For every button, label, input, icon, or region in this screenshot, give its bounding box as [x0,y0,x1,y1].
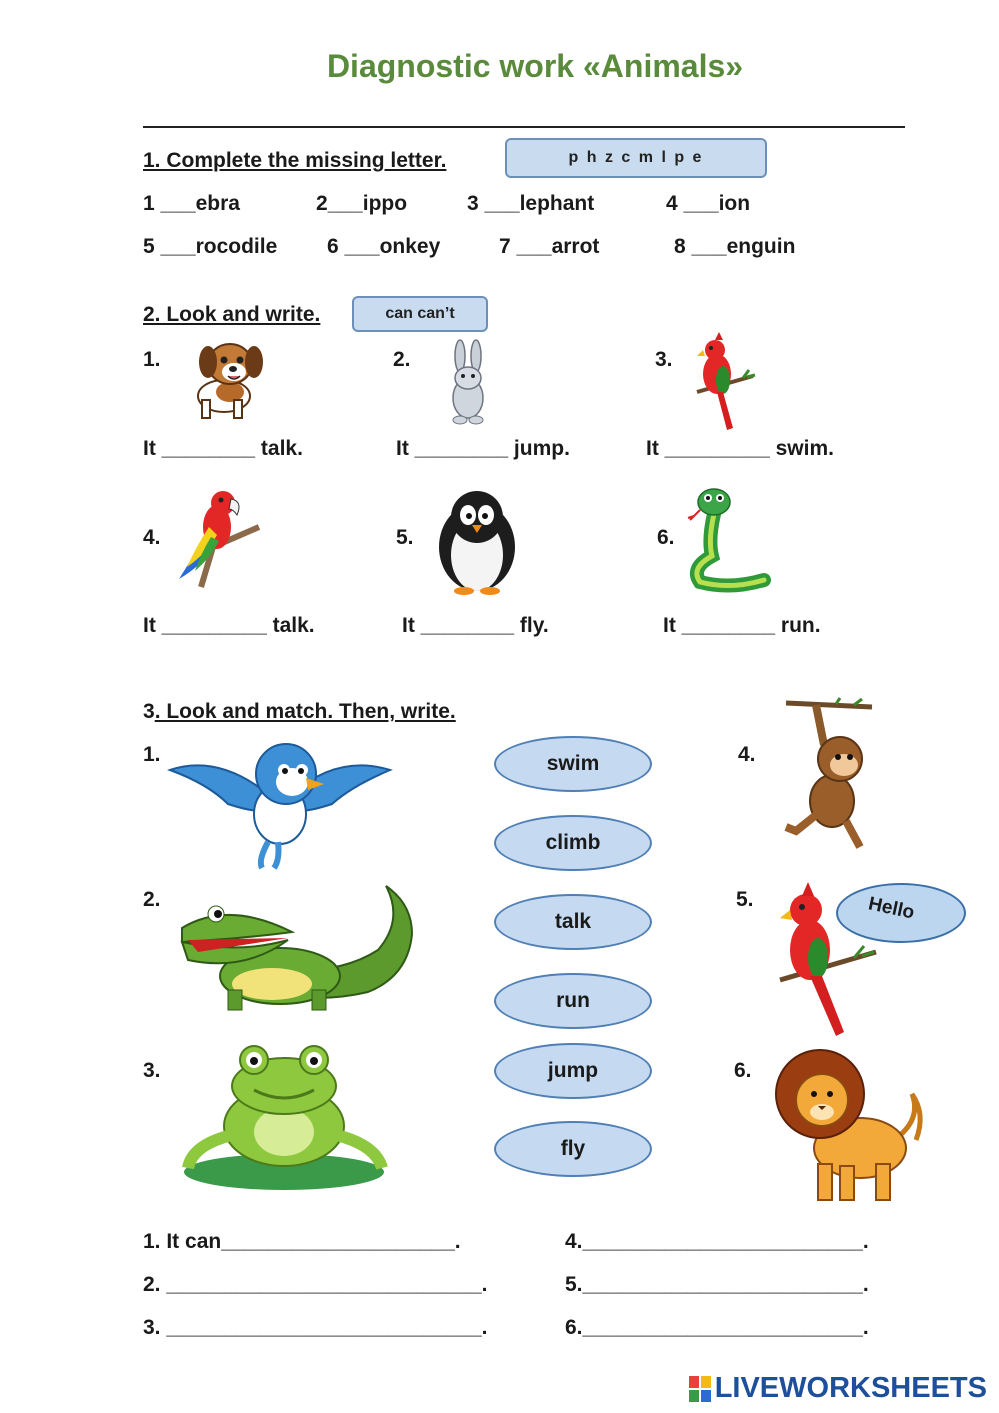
monkey-icon [776,697,876,857]
missing-letter-item-3: 3 ___lephant [467,192,595,215]
verb-oval-jump[interactable]: jump [494,1043,652,1099]
title-divider [143,126,905,128]
item-number: 6. [657,526,675,549]
rabbit-icon [442,340,494,426]
macaw-icon [173,487,263,591]
speech-text: Hello [866,893,917,924]
brand-text: LIVEWORKSHEETS [714,1372,987,1404]
blank[interactable]: ___ [344,235,380,258]
missing-letter-item-4: 4 ___ion [666,192,751,215]
sentence-5[interactable]: It ________ fly. [402,614,549,637]
verb-oval-run[interactable]: run [494,973,652,1029]
sentence-1[interactable]: It ________ talk. [143,437,303,460]
missing-letter-item-1: 1 ___ebra [143,192,240,215]
parrot-icon [693,332,757,432]
bird-icon [168,734,392,870]
item-number: 3. [143,1059,161,1082]
answer-line-5[interactable]: 5.________________________. [565,1273,869,1296]
blank[interactable]: ___ [160,235,196,258]
answer-line-1[interactable]: 1. It can____________________. [143,1230,461,1253]
blank[interactable]: ___ [516,235,552,258]
snake-icon [680,484,766,592]
blank[interactable]: ___ [691,235,727,258]
sentence-2[interactable]: It ________ jump. [396,437,570,460]
blank[interactable]: ___ [484,192,520,215]
penguin-icon [432,485,522,597]
item-number: 2. [393,348,411,371]
verb-oval-climb[interactable]: climb [494,815,652,871]
answer-line-3[interactable]: 3. ___________________________. [143,1316,488,1339]
missing-letter-item-7: 7 ___arrot [499,235,600,258]
answer-line-2[interactable]: 2. ___________________________. [143,1273,488,1296]
item-number: 4. [143,526,161,549]
blank[interactable]: ___ [327,192,363,215]
item-number: 6. [734,1059,752,1082]
letters-box: p h z c m l p e [505,138,767,178]
missing-letter-item-5: 5 ___rocodile [143,235,278,258]
answer-line-6[interactable]: 6.________________________. [565,1316,869,1339]
item-number: 3. [655,348,673,371]
blank[interactable]: ___ [160,192,196,215]
answer-line-4[interactable]: 4.________________________. [565,1230,869,1253]
missing-letter-item-2: 2___ippo [316,192,408,215]
verb-oval-swim[interactable]: swim [494,736,652,792]
item-number: 5. [736,888,754,911]
missing-letter-item-6: 6 ___onkey [327,235,441,258]
section1-heading: 1. Complete the missing letter. [143,149,447,172]
missing-letter-item-8: 8 ___enguin [674,235,796,258]
item-number: 2. [143,888,161,911]
section2-heading: 2. Look and write. [143,303,321,326]
sentence-4[interactable]: It _________ talk. [143,614,315,637]
liveworksheets-logo [689,1372,987,1405]
sentence-6[interactable]: It ________ run. [663,614,821,637]
section3-heading: 3. Look and match. Then, write. [143,700,456,723]
can-cant-box: can can’t [352,296,488,332]
crocodile-icon [168,880,422,1016]
lion-icon [776,1040,926,1206]
item-number: 5. [396,526,414,549]
sentence-3[interactable]: It _________ swim. [646,437,834,460]
blank[interactable]: ___ [683,192,719,215]
page-title: Diagnostic work «Animals» [326,48,744,84]
item-number: 1. [143,743,161,766]
dog-icon [178,338,270,422]
item-number: 4. [738,743,756,766]
verb-oval-talk[interactable]: talk [494,894,652,950]
frog-icon [182,1046,388,1192]
logo-blocks-icon [689,1376,711,1402]
item-number: 1. [143,348,161,371]
verb-oval-fly[interactable]: fly [494,1121,652,1177]
